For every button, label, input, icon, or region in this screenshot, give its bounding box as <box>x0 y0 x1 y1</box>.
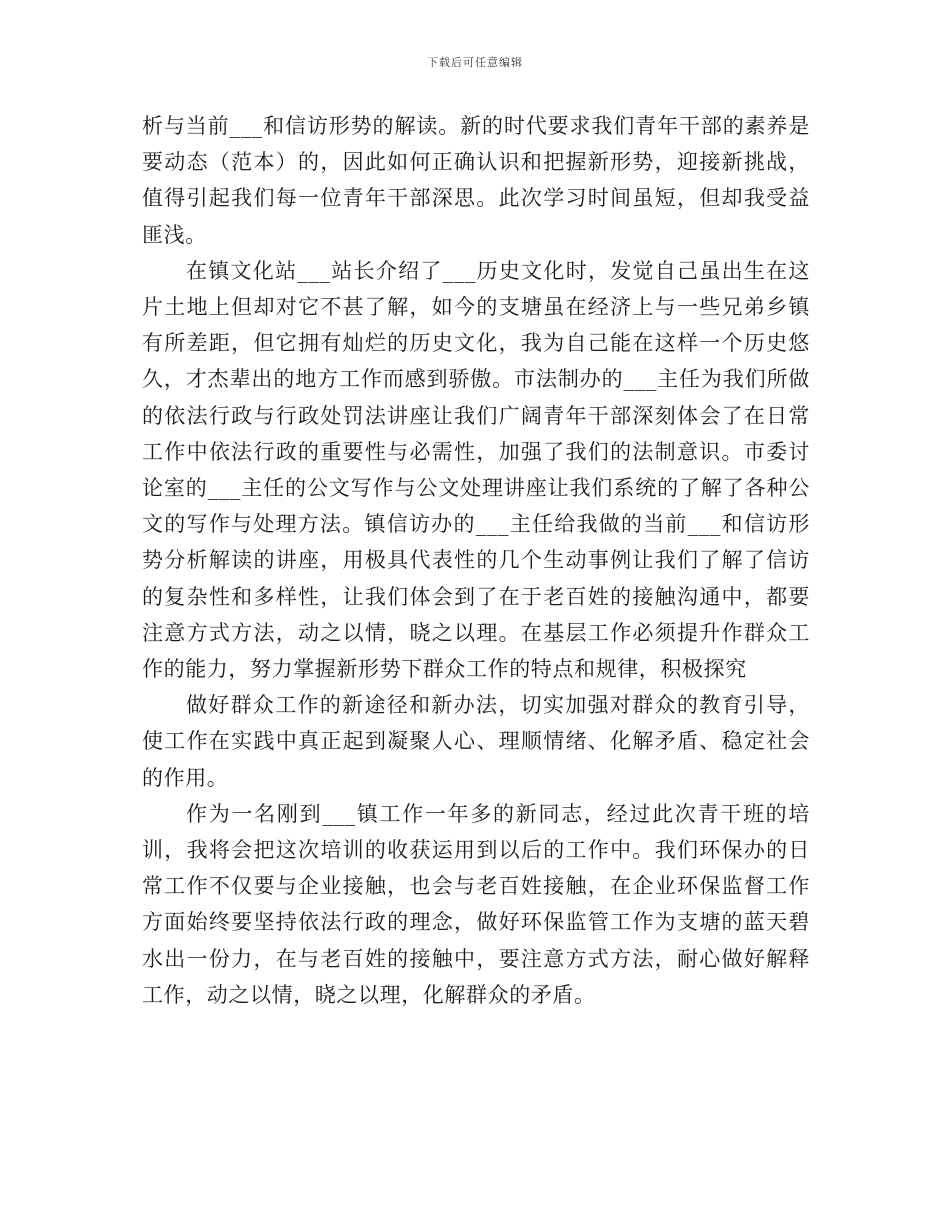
page-header-note: 下载后可任意编辑 <box>427 56 523 69</box>
document-body <box>142 108 810 1013</box>
paragraph-3: 做好群众工作的新途径和新办法，切实加强对群众的教育引导，使工作在实践中真正起到凝聚人心、理顺情绪、化解矛盾、稳定社会的作用。 <box>142 693 810 790</box>
paragraph-2: 在镇文化站___站长介绍了___历史文化时，发觉自己虽出生在这片土地上但却对它不甚了解，如今的支塘虽在经济上与一些兄弟乡镇有所差距，但它拥有灿烂的历史文化，我为自己能在这样一个历史悠久，才杰辈出的地方工作而感到骄傲。市法制办的___主任为我们所做的依法行政与行政处罚法讲座让我们广阔青年干部深刻体会了在日常工作中依法行政的重要性与必需性，加强了我们的法制意识。市委讨论室的___主任的公文写作与公文处理讲座让我们系统的了解了各种公文的写作与处理方法。镇信访办的___主任给我做的当前___和信访形势分析解读的讲座，用极具代表性的几个生动事例让我们了解了信访的复杂性和多样性，让我们体会到了在于老百姓的接触沟通中，都要注意方式方法，动之以情，晓之以理。在基层工作必须提升作群众工作的能力，努力掌握新形势下群众工作的特点和规律，积极探究 <box>142 258 810 682</box>
paragraph-1: 析与当前___和信访形势的解读。新的时代要求我们青年干部的素养是要动态（范本）的，因此如何正确认识和把握新形势，迎接新挑战，值得引起我们每一位青年干部深思。此次学习时间虽短，但却我受益匪浅。 <box>142 114 810 247</box>
paragraph-4: 作为一名刚到___镇工作一年多的新同志，经过此次青干班的培训，我将会把这次培训的收获运用到以后的工作中。我们环保办的日常工作不仅要与企业接触，也会与老百姓接触，在企业环保监督工作方面始终要坚持依法行政的理念，做好环保监管工作为支塘的蓝天碧水出一份力，在与老百姓的接触中，要注意方式方法，耐心做好解释工作，动之以情，晓之以理，化解群众的矛盾。 <box>142 801 810 1007</box>
